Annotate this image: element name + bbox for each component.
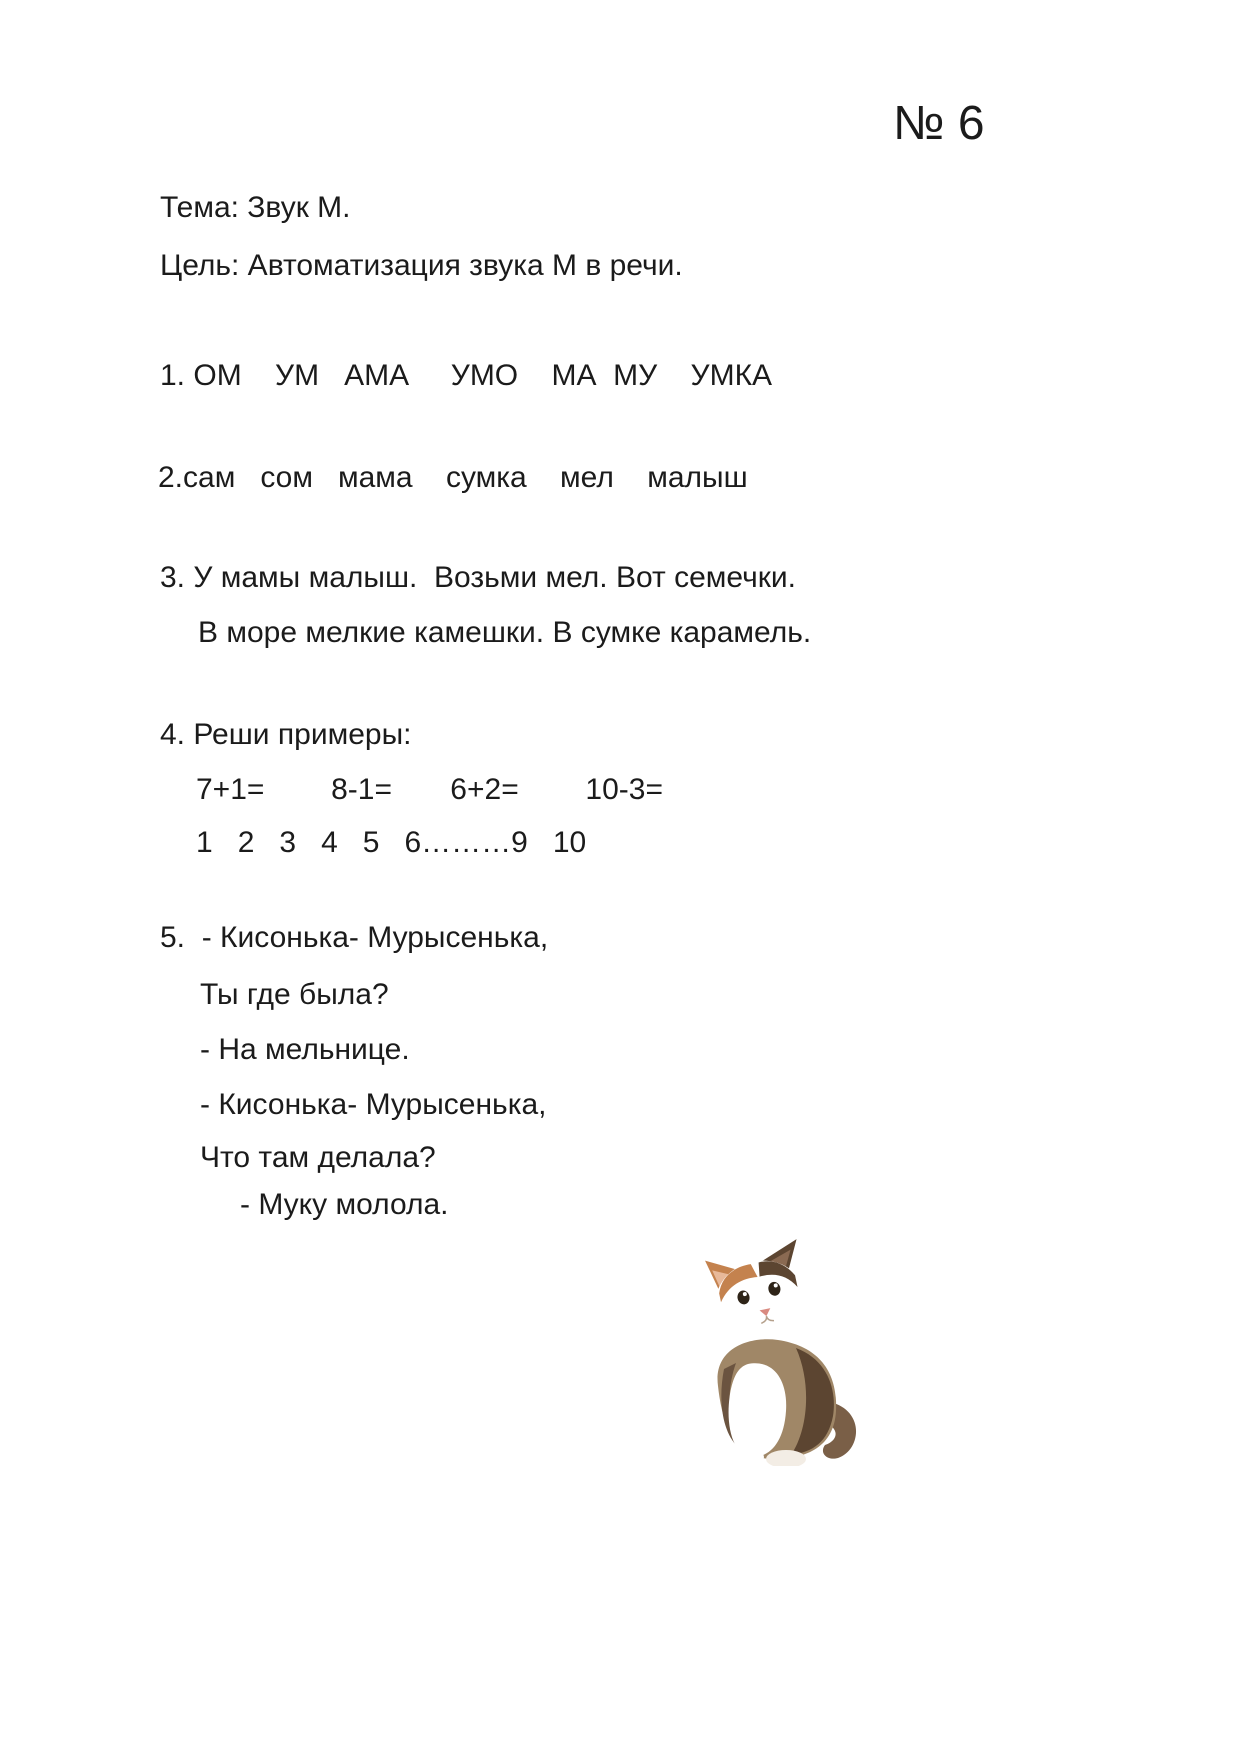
exercise-5-rhyme-line-6: - Муку молола. bbox=[240, 1188, 449, 1221]
exercise-5-rhyme-line-4: - Кисонька- Мурысенька, bbox=[200, 1088, 547, 1121]
exercise-3-sentences-line-1: 3. У мамы малыш. Возьми мел. Вот семечки. bbox=[160, 561, 796, 594]
exercise-5-rhyme-line-1: 5. - Кисонька- Мурысенька, bbox=[160, 921, 549, 954]
exercise-3-sentences-line-2: В море мелкие камешки. В сумке карамель. bbox=[198, 616, 812, 649]
exercise-5-rhyme-line-2: Ты где была? bbox=[200, 978, 389, 1011]
exercise-4-math-examples: 7+1= 8-1= 6+2= 10-3= bbox=[196, 773, 663, 806]
exercise-1-syllables: 1. ОМ УМ АМА УМО МА МУ УМКА bbox=[160, 359, 773, 392]
exercise-5-rhyme-line-3: - На мельнице. bbox=[200, 1033, 410, 1066]
exercise-4-title: 4. Реши примеры: bbox=[160, 718, 412, 751]
kitten-image bbox=[678, 1236, 868, 1466]
page-number: № 6 bbox=[893, 97, 985, 150]
exercise-5-rhyme-line-5: Что там делала? bbox=[200, 1141, 436, 1174]
theme-line: Тема: Звук М. bbox=[160, 191, 351, 224]
goal-line: Цель: Автоматизация звука М в речи. bbox=[160, 249, 683, 282]
exercise-4-number-line: 1 2 3 4 5 6………9 10 bbox=[196, 826, 587, 859]
exercise-2-words: 2.сам сом мама сумка мел малыш bbox=[158, 461, 748, 494]
